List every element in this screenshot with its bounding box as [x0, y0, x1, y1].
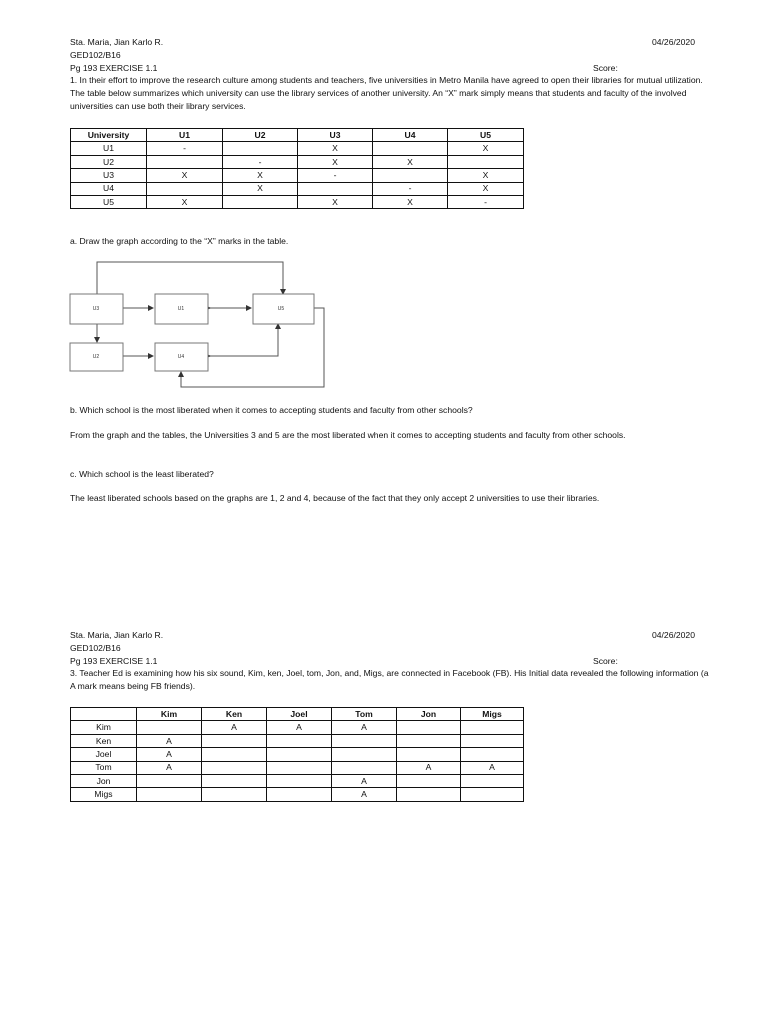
table-header-row [71, 708, 524, 721]
table-cell: X [223, 182, 298, 195]
question-a: a. Draw the graph according to the “X” marks in the table. [70, 236, 289, 246]
table-row [71, 182, 524, 195]
column-header [71, 708, 137, 721]
column-header: Joel [267, 708, 332, 721]
answer-b: From the graph and the tables, the Universities 3 and 5 are the most liberated when it comes to accepting students and faculty from other schools. [70, 430, 626, 440]
table-row [71, 748, 524, 761]
table-cell: X [298, 195, 373, 208]
table-cell [267, 774, 332, 787]
table-cell [137, 721, 202, 734]
question-b: b. Which school is the most liberated when it comes to accepting students and faculty from other schools? [70, 405, 473, 415]
course-code: GED102/B16 [70, 50, 121, 60]
table-cell [298, 182, 373, 195]
node-u2 [70, 343, 123, 371]
table-cell: - [448, 195, 524, 208]
table-cell: X [298, 155, 373, 168]
table-cell [332, 734, 397, 747]
table-cell [461, 774, 524, 787]
facebook-friends-table [70, 707, 524, 802]
table-cell: A [461, 761, 524, 774]
student-name-2: Sta. Maria, Jian Karlo R. [70, 630, 164, 640]
exercise-label-2: Pg 193 EXERCISE 1.1 [70, 656, 158, 666]
course-code-2: GED102/B16 [70, 643, 121, 653]
column-header: U5 [448, 129, 524, 142]
column-header: Kim [137, 708, 202, 721]
table-cell [397, 734, 461, 747]
table-cell: A [397, 761, 461, 774]
table-cell: X [373, 195, 448, 208]
table-header-row [71, 129, 524, 142]
node-u4-label: U4 [177, 354, 185, 360]
table-cell [267, 748, 332, 761]
table-cell [397, 748, 461, 761]
node-u5-label: U5 [277, 306, 285, 312]
table-cell: - [298, 169, 373, 182]
table-cell: X [147, 195, 223, 208]
table-row [71, 774, 524, 787]
date: 04/26/2020 [651, 37, 695, 47]
question-1: 1. In their effort to improve the research culture among students and teachers, five universities in Metro Manila have agreed to open their libraries for mutual utilization. The table below summarizes which university can use the library services of another university. An “X” mark simply means that students and faculty of the involved universities can use both their library services. [70, 75, 703, 112]
table-cell [223, 142, 298, 155]
row-label-cell: U3 [71, 169, 147, 182]
column-header: U4 [373, 129, 448, 142]
table-cell: X [448, 142, 524, 155]
table-cell: A [332, 788, 397, 801]
column-header: Tom [332, 708, 397, 721]
table-row [71, 195, 524, 208]
column-header: U1 [147, 129, 223, 142]
table-cell [267, 734, 332, 747]
row-label-cell: Ken [71, 734, 137, 747]
table-cell [332, 748, 397, 761]
exercise-label: Pg 193 EXERCISE 1.1 [70, 63, 158, 73]
row-label-cell: Tom [71, 761, 137, 774]
table-cell [202, 761, 267, 774]
table-cell: A [137, 734, 202, 747]
table-cell: A [267, 721, 332, 734]
column-header: Jon [397, 708, 461, 721]
table-cell: X [448, 169, 524, 182]
table-cell [147, 182, 223, 195]
table-cell [202, 774, 267, 787]
table-row [71, 155, 524, 168]
column-header: U3 [298, 129, 373, 142]
table-row [71, 169, 524, 182]
row-label-cell: Jon [71, 774, 137, 787]
question-c: c. Which school is the least liberated? [70, 469, 214, 479]
table-cell [397, 788, 461, 801]
university-graph [60, 250, 340, 390]
table-cell [397, 774, 461, 787]
score-label-2: Score: [593, 656, 618, 666]
table-row [71, 142, 524, 155]
row-label-cell: U5 [71, 195, 147, 208]
table-cell [461, 748, 524, 761]
node-u3 [70, 294, 123, 324]
table-cell: A [332, 774, 397, 787]
table-cell [373, 142, 448, 155]
university-table [70, 128, 524, 209]
table-cell [461, 721, 524, 734]
question-3: 3. Teacher Ed is examining how his six sound, Kim, ken, Joel, tom, Jon, and, Migs, are connected in Facebook (FB). His Initial data revealed the following information (a A mark means being FB friends). [70, 668, 709, 692]
table-cell [202, 788, 267, 801]
table-cell [137, 788, 202, 801]
column-header: Migs [461, 708, 524, 721]
table-cell: X [448, 182, 524, 195]
row-label-cell: U4 [71, 182, 147, 195]
node-u4 [155, 343, 208, 371]
edge-u3-u5 [97, 262, 283, 294]
column-header: Ken [202, 708, 267, 721]
table-cell [448, 155, 524, 168]
table-cell: X [147, 169, 223, 182]
node-u1-label: U1 [177, 306, 185, 312]
row-label-cell: U1 [71, 142, 147, 155]
table-cell: A [137, 761, 202, 774]
table-cell: - [147, 142, 223, 155]
node-u1 [155, 294, 208, 324]
table-cell: A [137, 748, 202, 761]
table-cell [267, 761, 332, 774]
table-cell [461, 788, 524, 801]
table-cell [332, 761, 397, 774]
column-header: U2 [223, 129, 298, 142]
node-u3-label: U3 [92, 306, 100, 312]
table-cell: A [202, 721, 267, 734]
date-2: 04/26/2020 [651, 630, 695, 640]
table-cell: - [373, 182, 448, 195]
table-cell [202, 734, 267, 747]
table-cell: X [373, 155, 448, 168]
table-cell: X [223, 169, 298, 182]
table-cell [373, 169, 448, 182]
table-row [71, 721, 524, 734]
row-label-cell: Joel [71, 748, 137, 761]
table-cell [267, 788, 332, 801]
row-label-cell: U2 [71, 155, 147, 168]
score-label: Score: [593, 63, 618, 73]
edge-u4-u5 [210, 324, 278, 356]
table-cell: X [298, 142, 373, 155]
row-label-cell: Kim [71, 721, 137, 734]
column-header: University [71, 129, 147, 142]
table-cell [223, 195, 298, 208]
table-cell [147, 155, 223, 168]
table-cell [461, 734, 524, 747]
table-cell [202, 748, 267, 761]
table-row [71, 761, 524, 774]
answer-c: The least liberated schools based on the graphs are 1, 2 and 4, because of the fact that they only accept 2 universities to use their libraries. [70, 493, 600, 503]
node-u5 [253, 294, 314, 324]
table-cell [397, 721, 461, 734]
node-u2-label: U2 [92, 354, 100, 360]
table-row [71, 788, 524, 801]
table-cell: - [223, 155, 298, 168]
table-row [71, 734, 524, 747]
row-label-cell: Migs [71, 788, 137, 801]
table-cell [137, 774, 202, 787]
table-cell: A [332, 721, 397, 734]
student-name: Sta. Maria, Jian Karlo R. [70, 37, 164, 47]
